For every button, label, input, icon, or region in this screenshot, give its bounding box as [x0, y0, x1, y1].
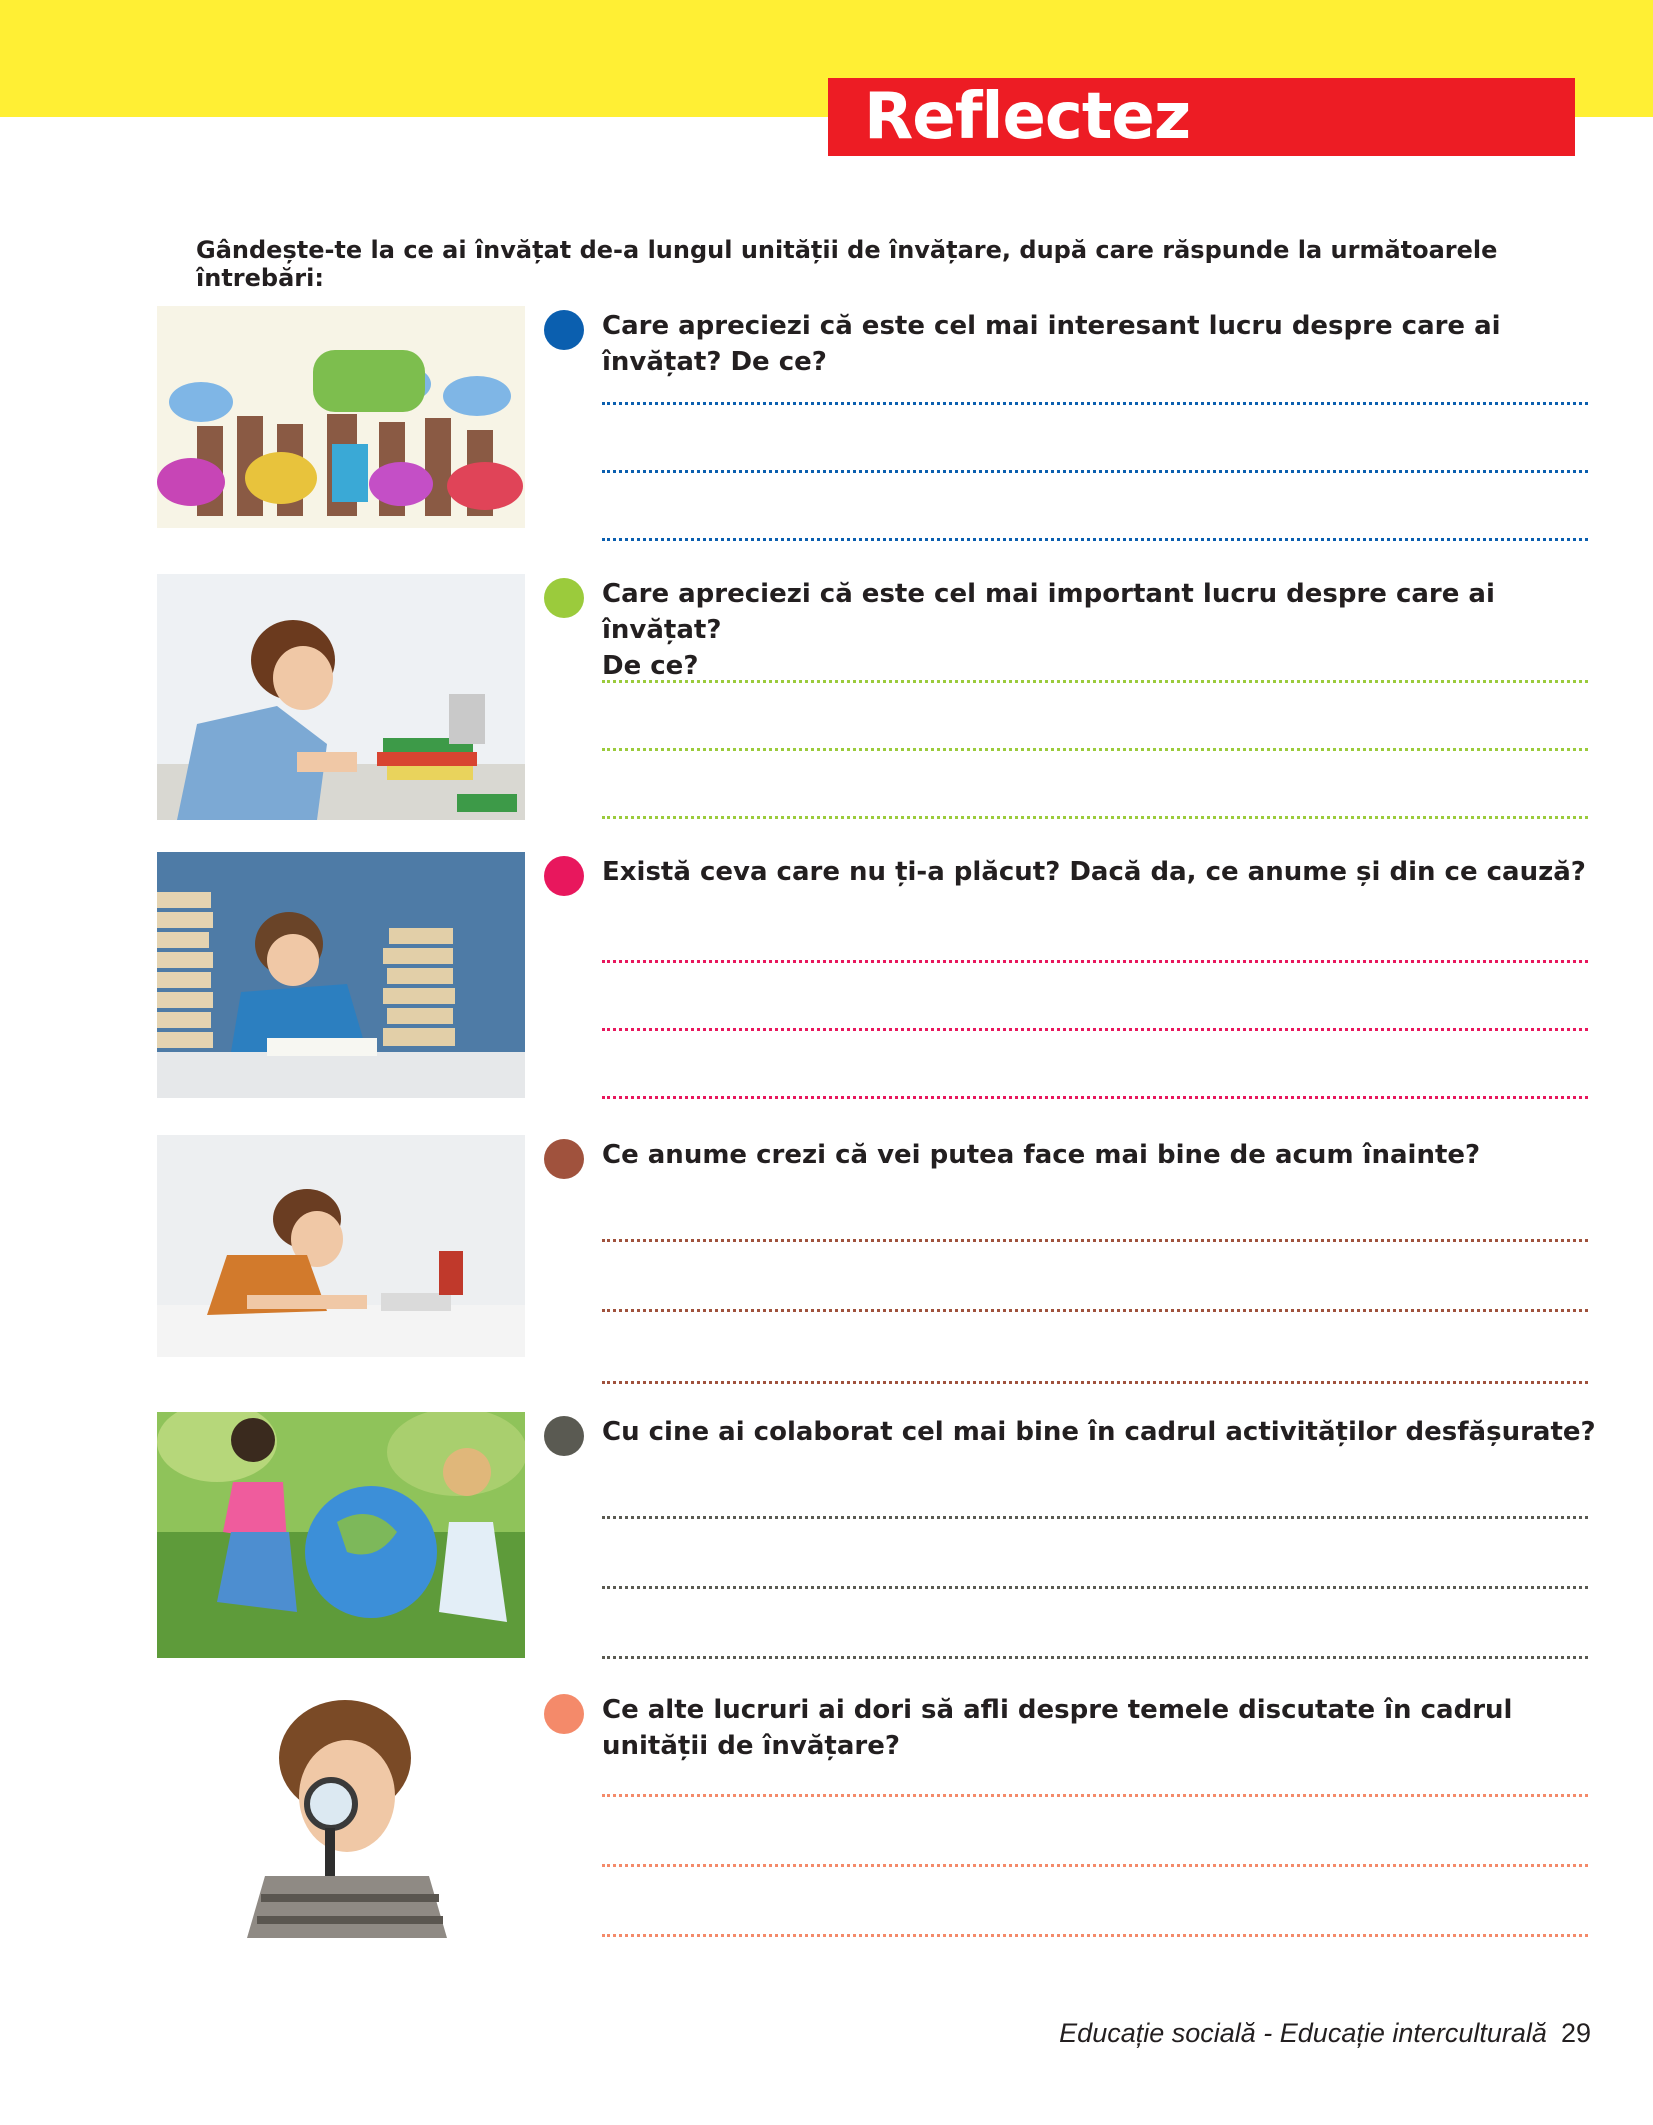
answer-line[interactable]	[602, 1586, 1588, 1589]
answer-line[interactable]	[602, 816, 1588, 819]
intro-instruction: Gândește-te la ce ai învățat de-a lungul unității de învățare, după care răspunde la următoarele întrebări:	[196, 236, 1498, 292]
gray-bullet-icon	[544, 1416, 584, 1456]
speech-bubbles-group-photo	[157, 306, 525, 528]
green-bullet-icon	[544, 578, 584, 618]
answer-line[interactable]	[602, 680, 1588, 683]
question-1-text: Care apreciezi că este cel mai interesant lucru despre care ai învățat? De ce?	[602, 311, 1501, 377]
blue-bullet-icon	[544, 310, 584, 350]
answer-line[interactable]	[602, 1656, 1588, 1659]
question-2-text: Care apreciezi că este cel mai important lucru despre care ai învățat? De ce?	[602, 579, 1495, 681]
page-number: 29	[1560, 2018, 1591, 2048]
answer-line[interactable]	[602, 1239, 1588, 1242]
salmon-bullet-icon	[544, 1694, 584, 1734]
answer-line[interactable]	[602, 1309, 1588, 1312]
answer-line[interactable]	[602, 402, 1588, 405]
page-footer	[1059, 2018, 1591, 2049]
boy-studying-photo	[157, 1135, 525, 1357]
question-5-text: Cu cine ai colaborat cel mai bine în cadrul activităților desfășurate?	[602, 1417, 1596, 1447]
answer-line[interactable]	[602, 470, 1588, 473]
pink-bullet-icon	[544, 856, 584, 896]
question-3-text: Există ceva care nu ți-a plăcut? Dacă da, ce anume și din ce cauză?	[602, 857, 1586, 887]
answer-line[interactable]	[602, 1794, 1588, 1797]
question-4-text: Ce anume crezi că vei putea face mai bine de acum înainte?	[602, 1140, 1481, 1170]
answer-line[interactable]	[602, 1864, 1588, 1867]
answer-line[interactable]	[602, 1516, 1588, 1519]
boy-magnifier-photo	[157, 1690, 525, 1938]
answer-line[interactable]	[602, 1028, 1588, 1031]
children-globe-photo	[157, 1412, 525, 1658]
footer-subject: Educație socială - Educație interculturală	[1059, 2018, 1547, 2048]
page-title: Reflectez	[828, 78, 1575, 156]
answer-line[interactable]	[602, 538, 1588, 541]
brown-bullet-icon	[544, 1139, 584, 1179]
answer-line[interactable]	[602, 1934, 1588, 1937]
answer-line[interactable]	[602, 748, 1588, 751]
answer-line[interactable]	[602, 1096, 1588, 1099]
question-6-text: Ce alte lucruri ai dori să afli despre temele discutate în cadrul unității de învățare?	[602, 1695, 1513, 1761]
answer-line[interactable]	[602, 1381, 1588, 1384]
tired-boy-books-photo	[157, 852, 525, 1098]
boy-writing-photo	[157, 574, 525, 820]
answer-line[interactable]	[602, 960, 1588, 963]
